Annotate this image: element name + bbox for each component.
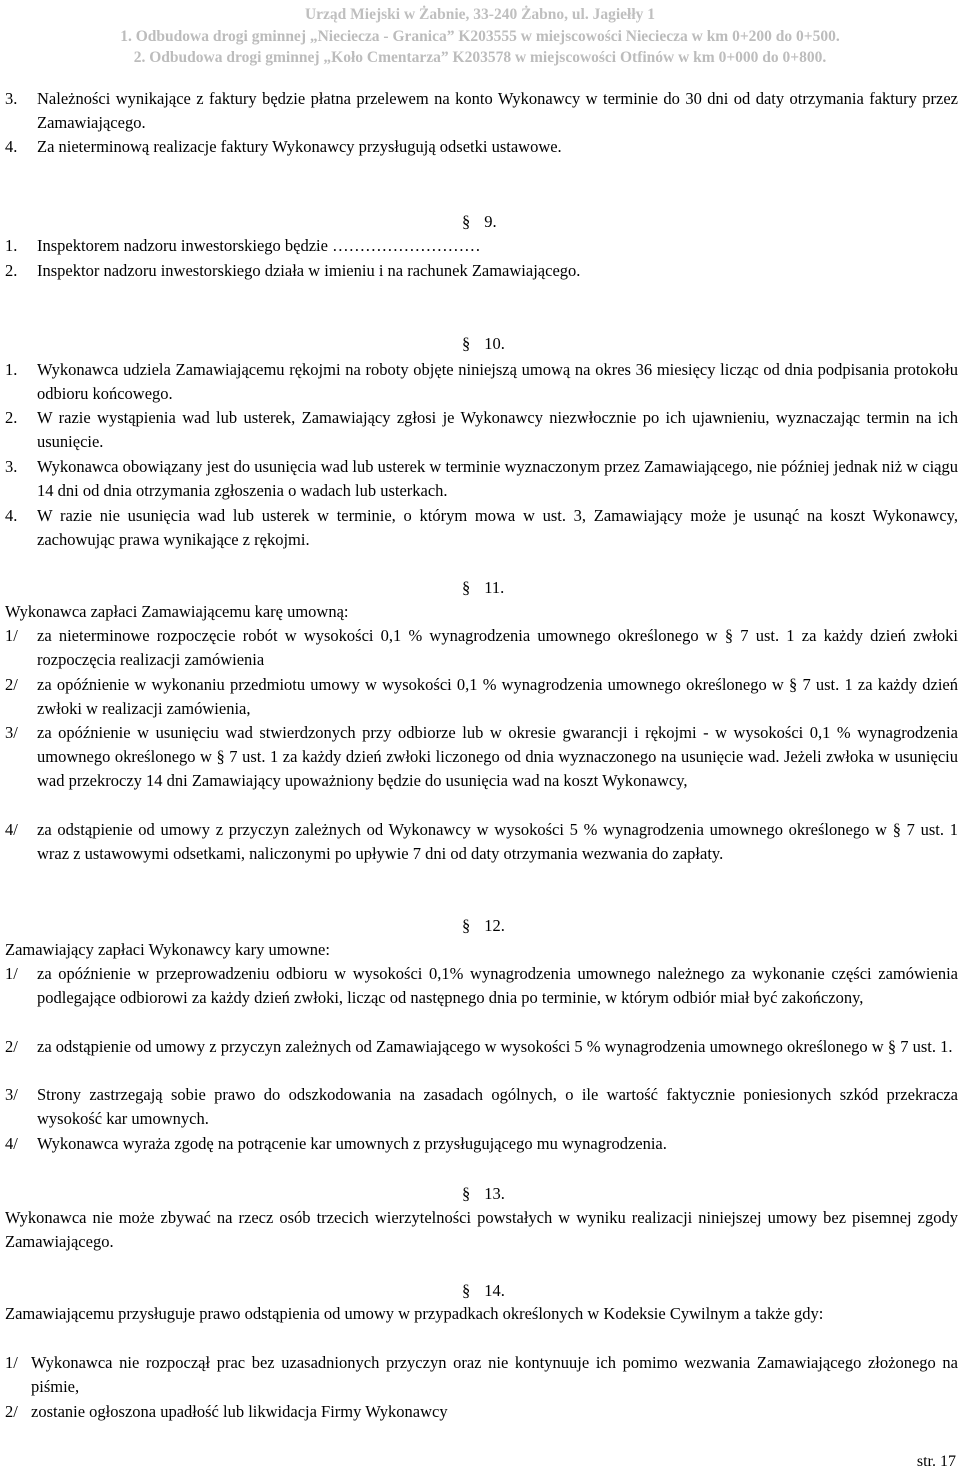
s10-item4-text: W razie nie usunięcia wad lub usterek w terminie, o którym mowa w ust. 3, Zamawiający może je usunąć na koszt Wykonawcy, zachowując prawa wynikające z rękojmi.	[37, 506, 958, 550]
section-symbol: §	[462, 212, 471, 231]
s12-item4-text: Wykonawca wyraża zgodę na potrącenie kar umownych z przysługującego mu wynagrodzenia.	[37, 1134, 667, 1153]
s13-text: Wykonawca nie może zbywać na rzecz osób trzecich wierzytelności powstałych w wyniku realizacji niniejszej umowy bez pisemnej zgody Zamawiającego.	[5, 1208, 958, 1252]
s9-item1-num: 1.	[5, 236, 18, 255]
s8-item3-text: Należności wynikające z faktury będzie płatna przelewem na konto Wykonawcy w terminie do 30 dni od daty otrzymania faktury przez Zamawiającego.	[37, 89, 958, 133]
s11-item4-text: za odstąpienie od umowy z przyczyn zależnych od Wykonawcy w wysokości 5 % wynagrodzenia umownego określonego w § 7 ust. 1 wraz z ustawowymi odsetkami, naliczonymi po upływie 7 dni od daty otrzymania wezwania do zapłaty.	[37, 820, 958, 864]
section-symbol: §	[462, 1184, 471, 1203]
s14-item2-num: 2/	[5, 1402, 18, 1421]
s12-item2-num: 2/	[5, 1037, 18, 1056]
s12-item3-num: 3/	[5, 1085, 18, 1104]
s11-item2-num: 2/	[5, 675, 18, 694]
header-project-2: 2. Odbudowa drogi gminnej „Koło Cmentarza” K203578 w miejscowości Otfinów w km 0+000 do 0+800.	[133, 49, 827, 66]
s10-item1-num: 1.	[5, 360, 18, 379]
s12-item4-num: 4/	[5, 1134, 18, 1153]
s12-intro: Zamawiający zapłaci Wykonawcy kary umowne:	[5, 940, 330, 959]
s12-item2-text: za odstąpienie od umowy z przyczyn zależnych od Zamawiającego w wysokości 5 % wynagrodzenia umownego określonego w § 7 ust. 1.	[37, 1037, 953, 1056]
s11-intro: Wykonawca zapłaci Zamawiającemu karę umowną:	[5, 602, 349, 621]
s14-item2-text: zostanie ogłoszona upadłość lub likwidacja Firmy Wykonawcy	[31, 1402, 448, 1421]
s10-item2-num: 2.	[5, 408, 18, 427]
section-symbol: §	[462, 916, 471, 935]
s11-item1-num: 1/	[5, 626, 18, 645]
s14-intro: Zamawiającemu przysługuje prawo odstąpienia od umowy w przypadkach określonych w Kodeksie Cywilnym a także gdy:	[5, 1304, 824, 1323]
header-project-1: 1. Odbudowa drogi gminnej „Niecieczа - Granica” K203555 w miejscowości Nieciecza w km 0+200 do 0+500.	[120, 28, 840, 45]
s12-item1-text: za opóźnienie w przeprowadzeniu odbioru w wysokości 0,1% wynagrodzenia umownego należnego za wykonanie części zamówienia podlegające odbiorowi za każdy dzień zwłoki, licząc od następnego dnia po terminie, w którym odbiór miał być zakończony,	[37, 964, 958, 1008]
section-10-heading: § 10.	[462, 334, 505, 353]
section-12-heading: § 12.	[462, 916, 505, 935]
section-13-heading: § 13.	[462, 1184, 505, 1203]
s10-item1-text: Wykonawca udziela Zamawiającemu rękojmi na roboty objęte niniejszą umową na okres 36 miesięcy licząc od dnia podpisania protokołu odbioru końcowego.	[37, 360, 958, 404]
s10-item4-num: 4.	[5, 506, 18, 525]
s10-item2-text: W razie wystąpienia wad lub usterek, Zamawiający zgłosi je Wykonawcy niezwłocznie po ich ujawnieniu, wyznaczając termin na ich usunięcie.	[37, 408, 958, 452]
s8-item4-num: 4.	[5, 137, 18, 156]
s12-item3-text: Strony zastrzegają sobie prawo do odszkodowania na zasadach ogólnych, o ile wartość faktycznie poniesionych szkód przekracza wysokość kar umownych.	[37, 1085, 958, 1129]
section-9-heading: § 9.	[462, 212, 497, 231]
s8-item4-text: Za nieterminową realizacje faktury Wykonawcy przysługują odsetki ustawowe.	[37, 137, 562, 156]
s9-item1-text: Inspektorem nadzoru inwestorskiego będzie ………………………	[37, 236, 481, 255]
s8-item3-num: 3.	[5, 89, 18, 108]
section-symbol: §	[462, 1281, 471, 1300]
s11-item3-num: 3/	[5, 723, 18, 742]
section-11-heading: § 11.	[462, 578, 505, 597]
s12-item1-num: 1/	[5, 964, 18, 983]
s11-item2-text: za opóźnienie w wykonaniu przedmiotu umowy w wysokości 0,1 % wynagrodzenia umownego określonego w § 7 ust. 1 za każdy dzień zwłoki w realizacji zamówienia,	[37, 675, 958, 719]
s11-item1-text: za nieterminowe rozpoczęcie robót w wysokości 0,1 % wynagrodzenia umownego określonego w § 7 ust. 1 za każdy dzień zwłoki rozpoczęcia realizacji zamówienia	[37, 626, 958, 670]
s14-item1-text: Wykonawca nie rozpoczął prac bez uzasadnionych przyczyn oraz nie kontynuuje ich pomimo wezwania Zamawiającego złożonego na piśmie,	[31, 1353, 958, 1397]
s10-item3-num: 3.	[5, 457, 18, 476]
header-office: Urząd Miejski w Żabnie, 33-240 Żabno, ul. Jagiełły 1	[304, 6, 656, 23]
s9-item2-text: Inspektor nadzoru inwestorskiego działa w imieniu i na rachunek Zamawiającego.	[37, 261, 581, 280]
s14-item1-num: 1/	[5, 1353, 18, 1372]
s11-item3-text: za opóźnienie w usunięciu wad stwierdzonych przy odbiorze lub w okresie gwarancji i rękojmi - w wysokości 0,1 % wynagrodzenia umownego określonego w § 7 ust. 1 za każdy dzień zwłoki liczonego od dnia wyznaczonego na usunięcie wad. Jeżeli zwłoka w usunięciu wad przekroczy 14 dni Zamawiający upoważniony będzie do usunięcia wad na koszt Wykonawcy,	[37, 723, 958, 791]
page-number: str. 17	[916, 1453, 956, 1470]
s11-item4-num: 4/	[5, 820, 18, 839]
s9-item2-num: 2.	[5, 261, 18, 280]
section-symbol: §	[462, 334, 471, 353]
section-14-heading: § 14.	[462, 1281, 505, 1300]
section-symbol: §	[462, 578, 471, 597]
s10-item3-text: Wykonawca obowiązany jest do usunięcia wad lub usterek w terminie wyznaczonym przez Zamawiającego, nie później jednak niż w ciągu 14 dni od dnia otrzymania zgłoszenia o wadach lub usterkach.	[37, 457, 958, 501]
